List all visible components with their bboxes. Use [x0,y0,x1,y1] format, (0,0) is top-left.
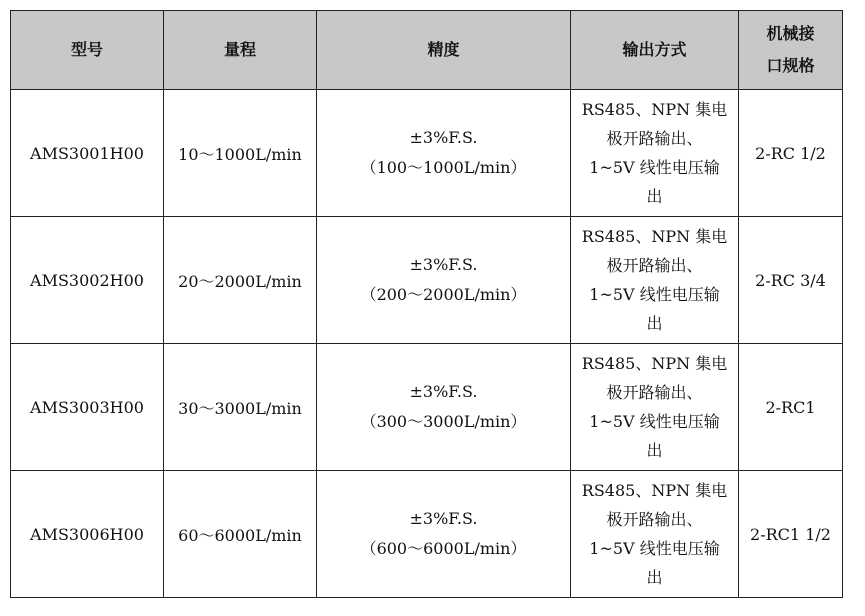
output-line: 极开路输出、 [606,256,703,275]
accuracy-range: （300～3000L/min） [360,412,527,431]
output-line: 出 [646,314,663,333]
output-line: 1~5V 线性电压输 [589,412,720,431]
cell-mechanical: 2-RC 1/2 [739,90,843,217]
output-line: 1~5V 线性电压输 [589,158,720,177]
output-line: 出 [646,187,663,206]
cell-accuracy [317,471,571,598]
header-row [11,11,843,90]
accuracy-range: （600～6000L/min） [360,539,527,558]
table-header [11,11,843,90]
header-model: 型号 [11,11,164,90]
cell-output [571,90,739,217]
output-line: RS485、NPN 集电 [581,100,728,119]
cell-mechanical: 2-RC1 [739,344,843,471]
cell-mechanical: 2-RC1 1/2 [739,471,843,598]
header-output: 输出方式 [571,11,739,90]
cell-model: AMS3003H00 [11,344,164,471]
table-row [11,90,843,217]
output-line: 1~5V 线性电压输 [589,285,720,304]
accuracy-range: （200～2000L/min） [360,285,527,304]
accuracy-value: ±3%F.S. [409,128,478,147]
output-line: RS485、NPN 集电 [581,481,728,500]
cell-range: 30～3000L/min [164,344,317,471]
table-body [11,90,843,598]
table-row [11,471,843,598]
header-range: 量程 [164,11,317,90]
accuracy-value: ±3%F.S. [409,255,478,274]
header-mechanical-line1: 机械接 [766,24,815,43]
cell-model: AMS3001H00 [11,90,164,217]
cell-range: 60～6000L/min [164,471,317,598]
cell-output [571,344,739,471]
header-mechanical [739,11,843,90]
cell-output [571,217,739,344]
cell-model: AMS3006H00 [11,471,164,598]
cell-range: 10～1000L/min [164,90,317,217]
accuracy-value: ±3%F.S. [409,382,478,401]
cell-accuracy [317,90,571,217]
table-row [11,217,843,344]
header-accuracy: 精度 [317,11,571,90]
output-line: 1~5V 线性电压输 [589,539,720,558]
spec-table [10,10,843,598]
table-row [11,344,843,471]
accuracy-range: （100～1000L/min） [360,158,527,177]
output-line: 极开路输出、 [606,383,703,402]
output-line: 极开路输出、 [606,510,703,529]
accuracy-value: ±3%F.S. [409,509,478,528]
cell-accuracy [317,217,571,344]
output-line: RS485、NPN 集电 [581,227,728,246]
cell-range: 20～2000L/min [164,217,317,344]
cell-accuracy [317,344,571,471]
cell-output [571,471,739,598]
output-line: RS485、NPN 集电 [581,354,728,373]
output-line: 极开路输出、 [606,129,703,148]
header-mechanical-line2: 口规格 [766,56,815,75]
cell-mechanical: 2-RC 3/4 [739,217,843,344]
output-line: 出 [646,568,663,587]
output-line: 出 [646,441,663,460]
cell-model: AMS3002H00 [11,217,164,344]
